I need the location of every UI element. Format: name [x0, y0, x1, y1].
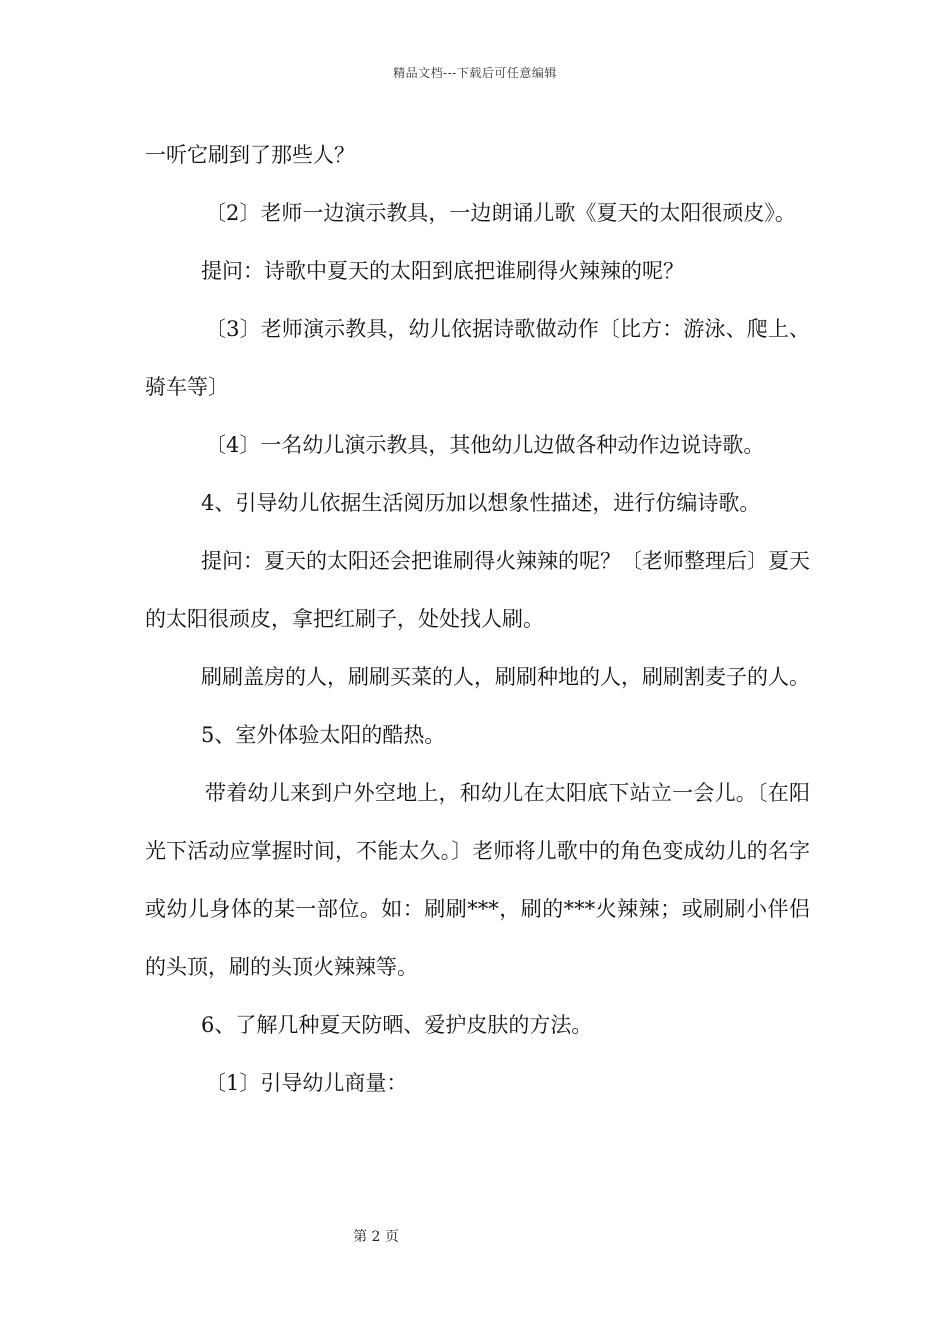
paragraph-continuation: 一听它刷到了那些人？ [145, 143, 355, 167]
paragraph-outdoor-activity: 带着幼儿来到户外空地上，和幼儿在太阳底下站立一会儿。〔在阳光下活动应掌握时间，不能太久。〕老师将儿歌中的角色变成幼儿的名字或幼儿身体的某一部位。如：刷刷***，刷的***火辣辣；或刷刷小伴侣的头顶，刷的头顶火辣辣等。 [145, 781, 810, 979]
paragraph-section-6: 6、了解几种夏天防晒、爱护皮肤的方法。 [201, 1013, 593, 1037]
page-number: 第 2 页 [353, 1229, 399, 1245]
paragraph-poem-lines: 刷刷盖房的人，刷刷买菜的人，刷刷种地的人，刷刷割麦子的人。 [201, 665, 810, 689]
paragraph-step-3: 〔3〕老师演示教具，幼儿依据诗歌做动作〔比方：游泳、爬上、骑车等〕 [145, 317, 810, 399]
paragraph-section-5: 5、室外体验太阳的酷热。 [201, 723, 446, 747]
document-body [145, 126, 810, 1112]
paragraph-step-4: 〔4〕一名幼儿演示教具，其他幼儿边做各种动作边说诗歌。 [205, 433, 765, 457]
paragraph-step-6-1: 〔1〕引导幼儿商量： [205, 1071, 408, 1095]
paragraph-question-1: 提问：诗歌中夏天的太阳到底把谁刷得火辣辣的呢？ [201, 259, 684, 283]
paragraph-step-2: 〔2〕老师一边演示教具，一边朗诵儿歌《夏天的太阳很顽皮》。 [205, 201, 796, 225]
page-header: 精品文档---下载后可任意编辑 [393, 66, 557, 80]
paragraph-question-2: 提问：夏天的太阳还会把谁刷得火辣辣的呢？〔老师整理后〕夏天的太阳很顽皮，拿把红刷子，处处找人刷。 [145, 549, 810, 631]
paragraph-section-4: 4、引导幼儿依据生活阅历加以想象性描述，进行仿编诗歌。 [201, 491, 761, 515]
